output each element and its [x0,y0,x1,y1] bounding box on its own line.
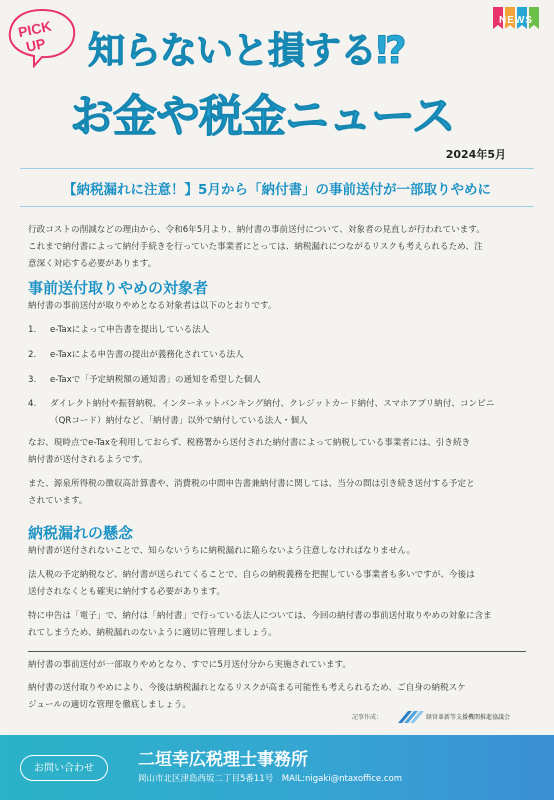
headline: 【納税漏れに注意！】5月から「納付書」の事前送付が一部取りやめに [63,182,491,198]
list-item [28,396,528,430]
list-item [28,347,528,364]
headline-rule-top [20,168,534,169]
list-item-text: e-Taxによって申告書を提出している法人 [50,325,210,335]
office-name: 二垣幸広税理士事務所 [138,750,308,770]
section2-paragraph2 [28,567,528,601]
divider [28,651,526,652]
credit-label: 記事作成： [352,714,383,721]
list-item-number: 2. [28,350,37,360]
paragraph-line: 特に申告は「電子」で、納付は「納付書」で行っている法人については、今回の納付書の事前送付取りやめの対象に含ま [28,611,492,621]
org-logo-icon [398,711,424,723]
section1-note2 [28,476,528,510]
list-item [28,322,528,339]
news-flags-icon [487,3,545,49]
credit-logo [398,708,424,720]
pickup-text-line2: UP [24,35,47,55]
intro-paragraph [28,222,528,273]
list-item [28,372,528,389]
section2-paragraph3 [28,608,528,642]
paragraph-line: 納付書の送付取りやめにより、今後は納税漏れとなるリスクが高まる可能性も考えられるため、ご自身の納税スケ [28,683,466,693]
issue-date: 2024年5月 [445,148,506,161]
note-line: されています。 [28,496,88,506]
note-line: また、源泉所得税の徴収高計算書や、消費税の中間申告書兼納付書に関しては、当分の間は引き続き送付する予定と [28,479,475,489]
section1-heading: 事前送付取りやめの対象者 [28,279,209,297]
paragraph-line: 送付されなくとも確実に納付する必要があります。 [28,587,225,597]
list-item-text: e-Taxによる申告書の提出が義務化されている法人 [50,350,244,360]
note-line: 納付書が送付されるようです。 [28,455,148,465]
closing-paragraph2 [28,680,528,714]
list-item-number: 1. [28,325,37,335]
list-item-text: e-Taxで「予定納税額の通知書」の通知を希望した個人 [50,375,261,385]
pickup-badge [6,6,78,68]
page-title-line1: 知らないと損する⁉ [88,29,406,72]
paragraph-line: 納付書の事前送付が一部取りやめとなり、すでに5月送付分から実施されています。 [28,660,352,670]
section2-heading: 納税漏れの懸念 [28,524,134,542]
intro-line: 行政コストの削減などの理由から、令和6年5月より、納付書の事前送付について、対象者の見直しが行われています。 [28,225,485,235]
paragraph-line: 法人税の予定納税など、納付書が送られてくることで、自らの納税義務を把握している事業者も多いですが、今後は [28,570,475,580]
section1-note1 [28,435,528,469]
paragraph-line: 納付書が送付されないことで、知らないうちに納税漏れに陥らないよう注意しなければなりません。 [28,546,416,556]
intro-line: これまで納付書によって納付手続きを行っていた事業者にとっては、納税漏れにつながるリスクも考えられるため、注 [28,242,483,252]
headline-rule-bottom [20,206,534,207]
section2-paragraph1 [28,543,528,560]
paragraph-line: れてしまうため、納税漏れのないように適切に管理しましょう。 [28,628,277,638]
list-item-text: ダイレクト納付や振替納税、インターネットバンキング納付、クレジットカード納付、スマホアプリ納付、コンビニ [50,399,495,409]
paragraph-line: ジュールの適切な管理を徹底しましょう。 [28,700,191,710]
intro-line: 意深く対応する必要があります。 [28,259,157,269]
pickup-text-line1: PICK [16,17,53,41]
credit-organization: 経営革新等支援機関推進協議会 [426,714,511,721]
page-title-line2: お金や税金ニュース [70,91,455,142]
closing-paragraph1 [28,657,528,674]
news-badge [487,3,545,49]
list-item-number: 4. [28,399,37,409]
section1-lead: 納付書の事前送付が取りやめとなる対象者は以下のとおりです。 [28,301,277,311]
contact-button[interactable]: お問い合わせ [20,755,108,781]
list-item-text-continued: （QRコード）納付など、「納付書」以外で納付している法人・個人 [50,416,308,426]
list-item-number: 3. [28,375,37,385]
office-address: 岡山市北区津島西坂二丁目5番11号 MAIL:nigaki@ntaxoffice.com [138,774,402,784]
news-badge-text: NEWS [499,15,533,26]
note-line: なお、現時点でe-Taxを利用しておらず、税務署から送付された納付書によって納税している事業者には、引き続き [28,438,471,448]
